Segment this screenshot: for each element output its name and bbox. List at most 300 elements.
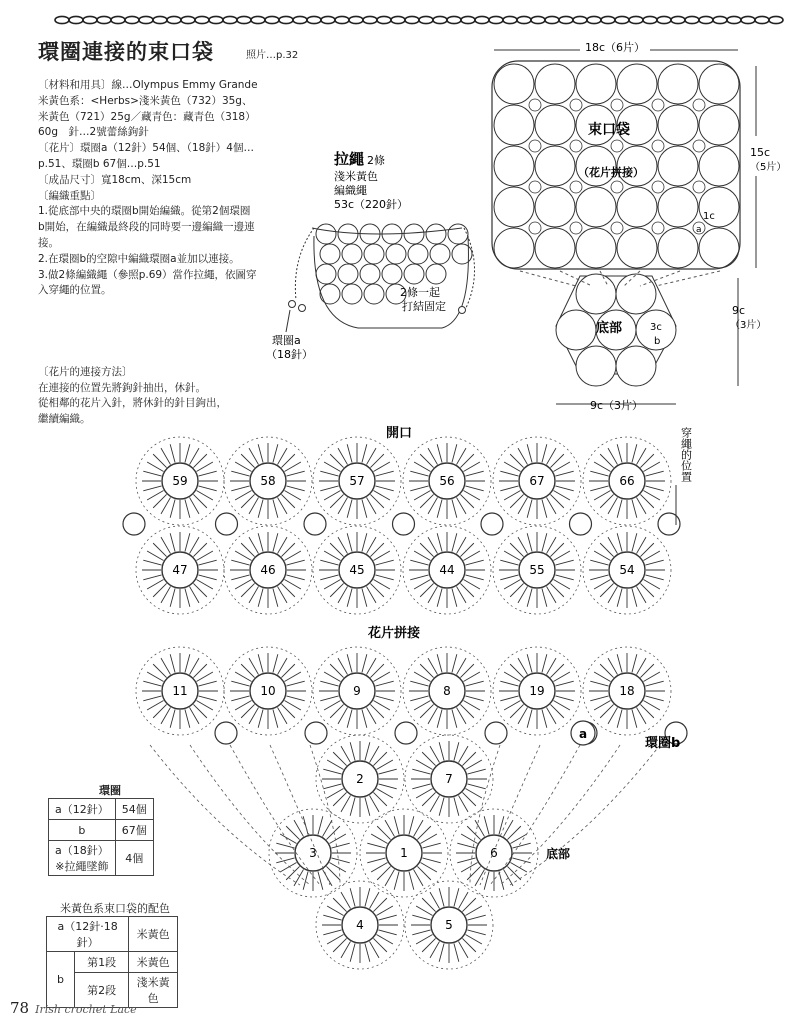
chain-link [195,16,209,23]
stitch [542,499,547,517]
stitch [303,871,308,889]
stitch [153,543,166,556]
bag-ring-a [529,99,541,111]
bag-ring-a [611,140,623,152]
stitch [249,707,259,723]
stitch [161,448,171,464]
stitch [454,888,459,906]
stitch [600,664,613,677]
stitch [640,704,653,717]
stitch [600,583,613,596]
stitch [504,462,520,472]
stitch [341,795,351,811]
photo-reference: 照片…p.32 [246,50,299,61]
chain-link [307,16,321,23]
bag-ring-b [494,64,534,104]
stitch [278,537,288,553]
stitch [553,551,569,561]
stitch [608,707,618,723]
stitch [454,742,459,760]
stitch [462,792,475,805]
stitch [333,752,346,765]
stitch [542,654,547,672]
motif-number: 66 [619,474,635,488]
chain-link [741,16,755,23]
pouch-ring [404,224,424,244]
stitch [161,658,171,674]
stitch [333,938,346,951]
motif-join-label: 花片拼接 [368,626,421,641]
stitch [323,930,341,935]
bag-ring-a [693,140,705,152]
chain-link [69,16,83,23]
stitch [510,583,523,596]
stitch [645,696,663,701]
stitch [527,588,532,606]
stitch [428,497,438,513]
stitch [320,486,338,491]
stitch [249,497,259,513]
stitch [410,575,428,580]
stitch [281,664,294,677]
motif-6 [450,809,538,897]
chain-link [223,16,237,23]
bag-schematic [480,36,795,416]
stitch [527,654,532,672]
stitch [327,906,343,916]
stitch [527,499,532,517]
stitch [190,448,200,464]
motif-57 [313,437,401,525]
stitch [460,664,473,677]
stitch [284,491,300,501]
chain-link [559,16,573,23]
stitch [500,575,518,580]
pouch-ring [448,224,468,244]
pouch-ring [316,224,336,244]
stitch [365,943,370,961]
stitch [459,795,469,811]
stitch [235,701,251,711]
stitch [510,664,523,677]
chain-link [419,16,433,23]
stitch [367,448,377,464]
stitch [594,580,610,590]
chain-link [251,16,265,23]
stitch [153,664,166,677]
stitch [147,462,163,472]
stitch [198,560,216,565]
stitch [617,709,622,727]
stitch [420,704,433,717]
base-label: 底部 [596,321,623,336]
bag-ring-a [611,222,623,234]
stitch [394,871,399,889]
stitch [430,941,440,957]
chain-link [461,16,475,23]
stitch [370,664,383,677]
drawstring-length: 53c（220針） [334,198,409,211]
motif-19 [493,647,581,735]
motif-55 [493,526,581,614]
motif-number: 10 [260,684,276,698]
ring-a [304,513,326,535]
motif-number: 55 [529,563,545,577]
chain-link [671,16,685,23]
stitch [198,575,216,580]
stitch [235,462,251,472]
stitch [547,707,557,723]
stitch [420,863,436,873]
stitch [373,551,389,561]
bag-ring-b [535,64,575,104]
pouch-ring [338,224,358,244]
stitch [420,664,433,677]
stitch [459,941,469,957]
stitch [190,658,200,674]
stitch [193,494,206,507]
stitch [258,588,263,606]
cord-bead [459,307,466,314]
motif-54 [583,526,671,614]
base-ring-b [576,346,616,386]
stitch [185,588,190,606]
stitch [632,444,637,462]
bag-ring-a [652,140,664,152]
stitch [153,494,166,507]
ring-b-label: 環圈b [645,736,681,751]
stitch [241,543,254,556]
stitch [422,843,440,848]
stitch [504,869,514,885]
drawstring-illustration [262,148,482,363]
stitch [235,551,251,561]
stitch [241,583,254,596]
motif-9 [313,647,401,735]
stitch [286,575,304,580]
stitch [376,760,392,770]
stitch [375,575,393,580]
stitch [430,892,440,908]
stitch [542,444,547,462]
motif-number: 2 [356,772,364,786]
ring-pointer [286,310,290,332]
stitch [637,448,647,464]
stitch [463,491,479,501]
stitch [500,560,518,565]
chain-link [433,16,447,23]
stitch [365,742,370,760]
stitch [499,871,504,889]
motif-number: 9 [353,684,361,698]
stitch [338,537,348,553]
stitch [327,935,343,945]
stitch [504,820,514,836]
stitch [258,533,263,551]
stitch [430,746,440,762]
stitch [258,444,263,462]
stitch [412,915,430,920]
stitch [462,898,475,911]
motif-66 [583,437,671,525]
stitch [414,491,430,501]
bag-ring-b [699,105,739,145]
stitch [284,551,300,561]
stitch [281,583,294,596]
stitch [378,784,396,789]
stitch [547,497,557,513]
stitch [370,704,383,717]
stitch [542,533,547,551]
stitch [512,858,530,863]
stitch [373,462,389,472]
stitch [422,858,440,863]
stitch [370,583,383,596]
stitch [286,866,299,879]
stitch [457,586,467,602]
stitch [465,935,481,945]
stitch [465,681,483,686]
base-chart-label: 底部 [546,847,571,861]
stitch [507,866,520,879]
stitch [320,575,338,580]
bag-ring-b [494,228,534,268]
pouch-ring [382,264,402,284]
stitch [235,580,251,590]
stitch [632,533,637,551]
stitch [437,444,442,462]
stitch [518,658,528,674]
stitch [347,444,352,462]
ring-a [658,513,680,535]
stitch [412,769,430,774]
motif-number: 8 [443,684,451,698]
pouch-ring [408,244,428,264]
stitch [454,943,459,961]
bag-ring-b [658,64,698,104]
stitch [385,869,395,885]
bag-ring-a [529,181,541,193]
pouch-ring [316,264,336,284]
stitch [276,858,294,863]
bag-ring-a [570,140,582,152]
stitch [231,575,249,580]
stitch [459,892,469,908]
stitch [527,444,532,462]
stitch [608,448,618,464]
bag-ring-b [576,64,616,104]
stitch [428,537,438,553]
stitch [452,499,457,517]
motif-10 [224,647,312,735]
stitch [323,820,333,836]
bag-ring-a [693,99,705,111]
stitch [326,866,339,879]
stitch [190,497,200,513]
chain-link [97,16,111,23]
base-ring-letter: b [654,336,661,347]
motif-8 [403,647,491,735]
stitch [437,499,442,517]
stitch [510,863,526,873]
stitch [439,742,444,760]
stitch [643,580,659,590]
stitch [640,454,653,467]
stitch [318,871,323,889]
stitch [338,448,348,464]
stitch [594,491,610,501]
stitch [463,462,479,472]
bag-ring-b [658,228,698,268]
bag-ring-b [617,187,657,227]
ring-a [393,513,415,535]
stitch [320,560,338,565]
stitch [324,491,340,501]
stitch [153,704,166,717]
stitch [518,448,528,464]
stitch [330,543,343,556]
bag-ring-a [529,140,541,152]
stitch [235,491,251,501]
chain-link [335,16,349,23]
stitch [284,701,300,711]
stitch [185,499,190,517]
stitch [542,588,547,606]
bag-ring-b [535,146,575,186]
stitch [518,537,528,553]
stitch [347,709,352,727]
stitch [465,575,483,580]
thread-position-label: 穿繩的位置 [679,427,693,482]
motif-56 [403,437,491,525]
stitch [462,938,475,951]
stitch [324,462,340,472]
stitch [375,560,393,565]
stitch [190,707,200,723]
stitch [600,543,613,556]
stitch [507,826,520,839]
join-line [190,745,310,885]
stitch [324,672,340,682]
stitch [241,704,254,717]
stitch [547,586,557,602]
stitch [640,494,653,507]
small-ring-size: 1c [703,211,715,222]
stitch [341,941,351,957]
ring-a [395,722,417,744]
stitch [350,797,355,815]
stitch [278,586,288,602]
stitch [632,654,637,672]
stitch [329,834,345,844]
bag-ring-b [699,64,739,104]
stitch [465,486,483,491]
stitch [414,869,424,885]
pouch-ring [426,224,446,244]
stitch [420,494,433,507]
base-ring-b [616,274,656,314]
stitch [367,858,385,863]
stitch [143,681,161,686]
page-footer [10,999,137,1017]
stitch [409,816,414,834]
stitch [190,537,200,553]
stitch [461,863,477,873]
stitch [185,709,190,727]
stitch [547,448,557,464]
pouch-ring [364,244,384,264]
stitch [281,704,294,717]
chain-link [601,16,615,23]
stitch [347,654,352,672]
stitch [370,543,383,556]
stitch [341,746,351,762]
stitch [594,462,610,472]
stitch [281,454,294,467]
stitch [193,664,206,677]
stitch [645,681,663,686]
stitch [550,494,563,507]
stitch [161,707,171,723]
motif-number: 18 [619,684,635,698]
chain-link [587,16,601,23]
stitch [410,486,428,491]
stitch [323,769,341,774]
ring-a [305,722,327,744]
stitch [196,551,212,561]
stitch [170,499,175,517]
height-label: 15c [750,146,771,159]
stitch [249,537,259,553]
stitch [640,664,653,677]
stitch [286,681,304,686]
cord-left [295,228,314,300]
chain-link [237,16,251,23]
bag-ring-b [576,228,616,268]
stitch [370,494,383,507]
base-ring-size: 3c [650,322,662,333]
stitch [284,462,300,472]
stitch [367,537,377,553]
stitch [617,444,622,462]
bag-ring-b [535,105,575,145]
stitch [303,816,308,834]
chain-link [713,16,727,23]
stitch [467,784,485,789]
color-scheme-table: 米黃色系束口袋的配色 a（12針·18針） 米黃色 b 第1段 米黃色 第2段 淺米黃色 [46,900,178,1008]
bag-ring-a [611,181,623,193]
stitch [637,658,647,674]
stitch [231,696,249,701]
stitch [504,551,520,561]
stitch [320,471,338,476]
motif-number: 58 [260,474,276,488]
motif-11 [136,647,224,735]
stitch [284,580,300,590]
stitch [378,930,396,935]
chain-link [517,16,531,23]
stitch [414,701,430,711]
stitch [608,658,618,674]
bag-ring-b [535,228,575,268]
stitch [414,672,430,682]
chain-link [349,16,363,23]
stitch [320,696,338,701]
chain-link [363,16,377,23]
motif-label: （花片拼接） [578,166,644,179]
stitch [420,543,433,556]
stitch [645,575,663,580]
